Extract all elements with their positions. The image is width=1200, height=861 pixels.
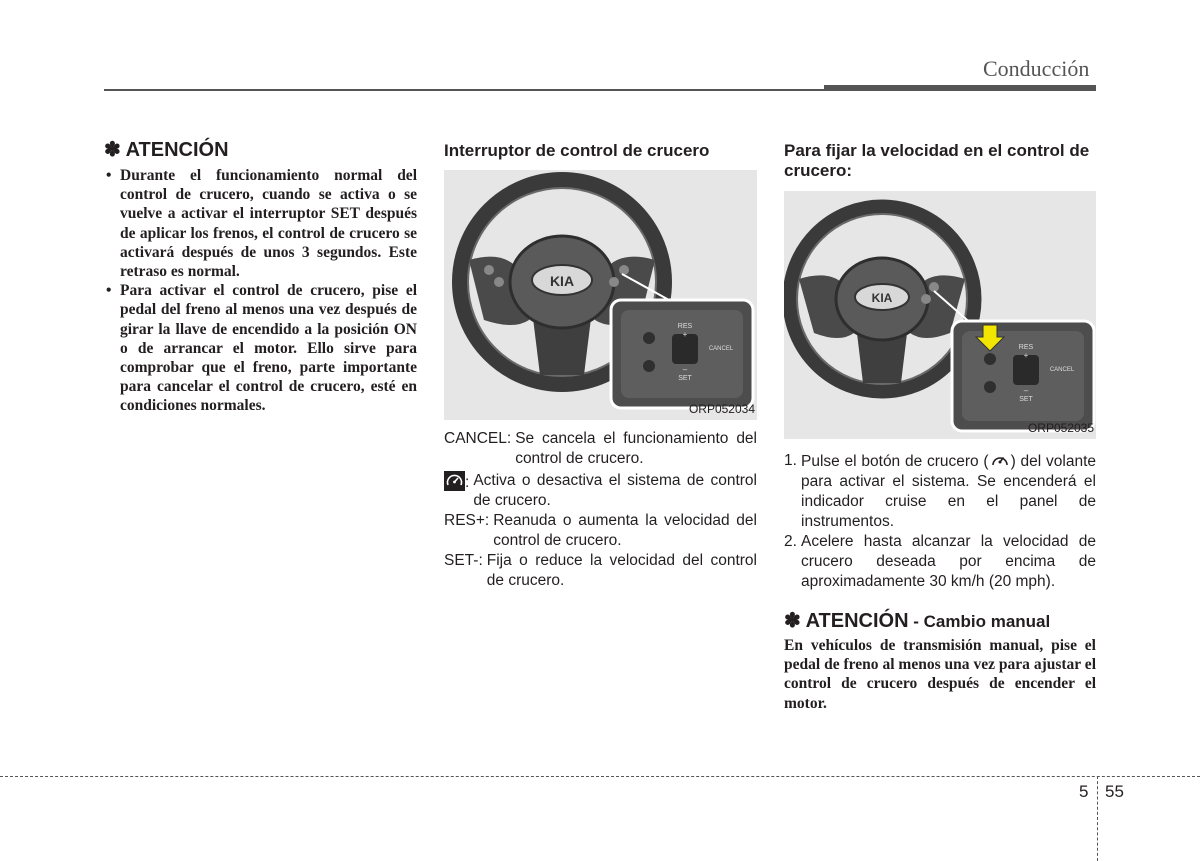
chapter-number: 5 [1079, 782, 1089, 801]
svg-text:RES: RES [1018, 344, 1034, 351]
manual-note [784, 608, 1096, 713]
set-speed-steps [784, 451, 1096, 592]
steering-wheel-figure-1 [444, 170, 757, 420]
note-text: En vehículos de transmisión manual, pise el pedal de freno al menos una vez para ajustar el control de crucero después de encender el motor. [784, 637, 1096, 712]
svg-text:–: – [1023, 386, 1029, 395]
footer-rule [0, 776, 1200, 777]
svg-text:+: + [682, 330, 688, 339]
attention-heading: ✽ ATENCIÓN [104, 139, 229, 161]
attention-bullet: • Para activar el control de crucero, pise el pedal del freno al menos una vez después de girar la llave de encendido a la posición ON o de arrancar el motor. Ello sirve para comprobar que el freno, parte importante para cancelar el control de crucero, esté en condiciones normales. [104, 281, 417, 415]
steering-wheel-illustration [444, 170, 757, 420]
footer-divider [1097, 776, 1098, 861]
definition-row: SET-: Fija o reduce la velocidad del control de crucero. [444, 552, 757, 589]
step-item: 1. Pulse el botón de crucero ( ) del volante para activar el sistema. Se encenderá el indicador cruise en el panel de instrumentos. [784, 452, 1096, 530]
svg-text:RES: RES [677, 323, 693, 330]
steering-wheel-illustration [784, 191, 1096, 439]
definition-row: CANCEL: Se cancela el funcionamiento del control de crucero. [444, 430, 757, 467]
note-subheading: - Cambio manual [908, 612, 1051, 631]
figure-code: ORP052034 [688, 402, 755, 416]
page-number: 55 [1105, 782, 1124, 801]
section-title: Conducción [983, 56, 1090, 81]
definition-row: RES+: Reanuda o aumenta la velocidad del control de crucero. [444, 512, 757, 549]
header-bar [824, 85, 1096, 91]
step-item: 2. Acelere hasta alcanzar la velocidad de crucero deseada por encima de aproximadamente 30 km/h (20 mph). [784, 533, 1096, 590]
attention-list [104, 166, 417, 416]
svg-text:CANCEL: CANCEL [708, 346, 734, 352]
kia-logo: KIA [549, 273, 575, 289]
svg-text:–: – [682, 365, 688, 374]
kia-logo: KIA [871, 291, 893, 305]
attention-bullet: • Durante el funcionamiento normal del control de crucero, cuando se activa o se vuelve a activar el interruptor SET después de aplicar los frenos, el control de crucero se activará después de unos 3 segundos. Este retraso es normal. [104, 166, 417, 281]
svg-text:SET: SET [1019, 396, 1033, 403]
svg-text:+: + [1023, 351, 1029, 360]
column-set-speed [784, 141, 1096, 181]
cruise-icon [444, 471, 465, 491]
definition-row: : Activa o desactiva el sistema de control de crucero. [444, 471, 757, 511]
svg-text:SET: SET [678, 375, 692, 382]
set-speed-heading: Para fijar la velocidad en el control de crucero: [784, 141, 1090, 180]
column-switch [444, 141, 757, 161]
cruise-button-icon [643, 332, 655, 344]
cruise-icon [989, 451, 1011, 469]
column-attention [104, 137, 417, 416]
note-heading: ✽ ATENCIÓN [784, 610, 909, 632]
switch-heading: Interruptor de control de crucero [444, 141, 710, 160]
svg-text:CANCEL: CANCEL [1049, 367, 1075, 373]
control-definitions [444, 429, 757, 591]
steering-wheel-figure-2 [784, 191, 1096, 439]
figure-code: ORP052035 [1027, 421, 1094, 435]
